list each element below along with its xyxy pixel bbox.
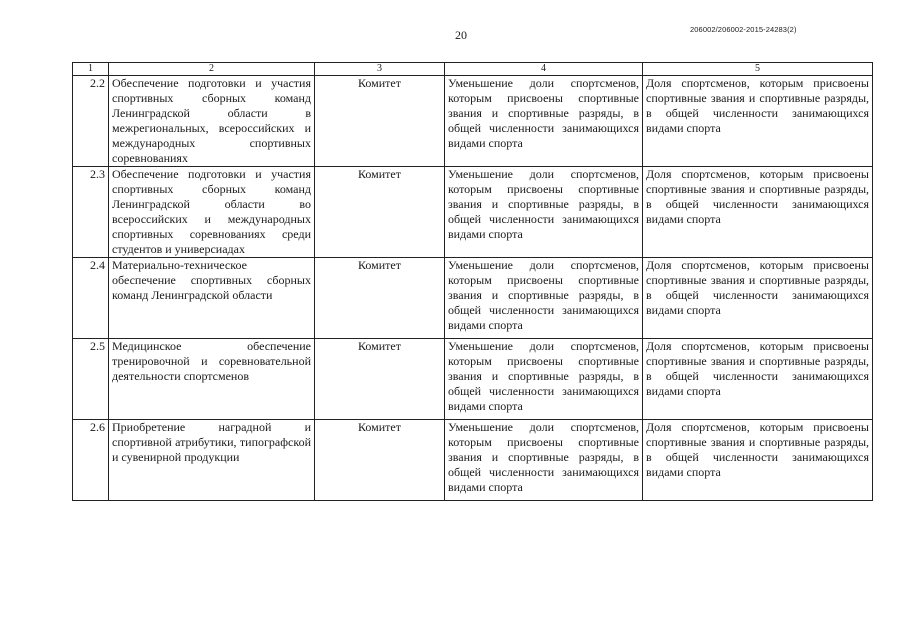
indicator: Доля спортсменов, которым присвоены спортивные звания и спортивные разряды, в общей численности занимающихся видами спорта <box>643 167 873 258</box>
event-name: Медицинское обеспечение тренировочной и соревновательной деятельности спортсменов <box>109 339 315 420</box>
event-name: Обеспечение подготовки и участия спортивных сборных команд Ленинградской области во всероссийских и международных спортивных соревнованиях среди студентов и универсиадах <box>109 167 315 258</box>
row-number: 2.5 <box>73 339 109 420</box>
event-name: Обеспечение подготовки и участия спортивных сборных команд Ленинградской области в межрегиональных, всероссийских и международных спортивных соревнованиях <box>109 76 315 167</box>
column-header-2: 2 <box>109 63 315 76</box>
executor: Комитет <box>315 420 445 501</box>
table-header-row <box>73 63 873 76</box>
row-number: 2.2 <box>73 76 109 167</box>
document-code: 206002/206002-2015-24283(2) <box>690 25 797 34</box>
row-number: 2.6 <box>73 420 109 501</box>
column-header-1: 1 <box>73 63 109 76</box>
page-number: 20 <box>455 28 467 42</box>
indicator: Доля спортсменов, которым присвоены спортивные звания и спортивные разряды, в общей численности занимающихся видами спорта <box>643 339 873 420</box>
column-header-3: 3 <box>315 63 445 76</box>
table-row <box>73 420 873 501</box>
event-name: Материально-техническое обеспечение спортивных сборных команд Ленинградской области <box>109 258 315 339</box>
consequence: Уменьшение доли спортсменов, которым присвоены спортивные звания и спортивные разряды, в общей численности занимающихся видами спорта <box>445 76 643 167</box>
indicator: Доля спортсменов, которым присвоены спортивные звания и спортивные разряды, в общей численности занимающихся видами спорта <box>643 258 873 339</box>
table-row <box>73 339 873 420</box>
indicator: Доля спортсменов, которым присвоены спортивные звания и спортивные разряды, в общей численности занимающихся видами спорта <box>643 76 873 167</box>
column-header-5: 5 <box>643 63 873 76</box>
table-row <box>73 167 873 258</box>
column-header-4: 4 <box>445 63 643 76</box>
executor: Комитет <box>315 258 445 339</box>
row-number: 2.4 <box>73 258 109 339</box>
executor: Комитет <box>315 339 445 420</box>
consequence: Уменьшение доли спортсменов, которым присвоены спортивные звания и спортивные разряды, в общей численности занимающихся видами спорта <box>445 258 643 339</box>
row-number: 2.3 <box>73 167 109 258</box>
measures-table <box>72 62 873 501</box>
consequence: Уменьшение доли спортсменов, которым присвоены спортивные звания и спортивные разряды, в общей численности занимающихся видами спорта <box>445 339 643 420</box>
table-row <box>73 258 873 339</box>
executor: Комитет <box>315 167 445 258</box>
table-row <box>73 76 873 167</box>
event-name: Приобретение наградной и спортивной атрибутики, типографской и сувенирной продукции <box>109 420 315 501</box>
indicator: Доля спортсменов, которым присвоены спортивные звания и спортивные разряды, в общей численности занимающихся видами спорта <box>643 420 873 501</box>
executor: Комитет <box>315 76 445 167</box>
consequence: Уменьшение доли спортсменов, которым присвоены спортивные звания и спортивные разряды, в общей численности занимающихся видами спорта <box>445 420 643 501</box>
consequence: Уменьшение доли спортсменов, которым присвоены спортивные звания и спортивные разряды, в общей численности занимающихся видами спорта <box>445 167 643 258</box>
